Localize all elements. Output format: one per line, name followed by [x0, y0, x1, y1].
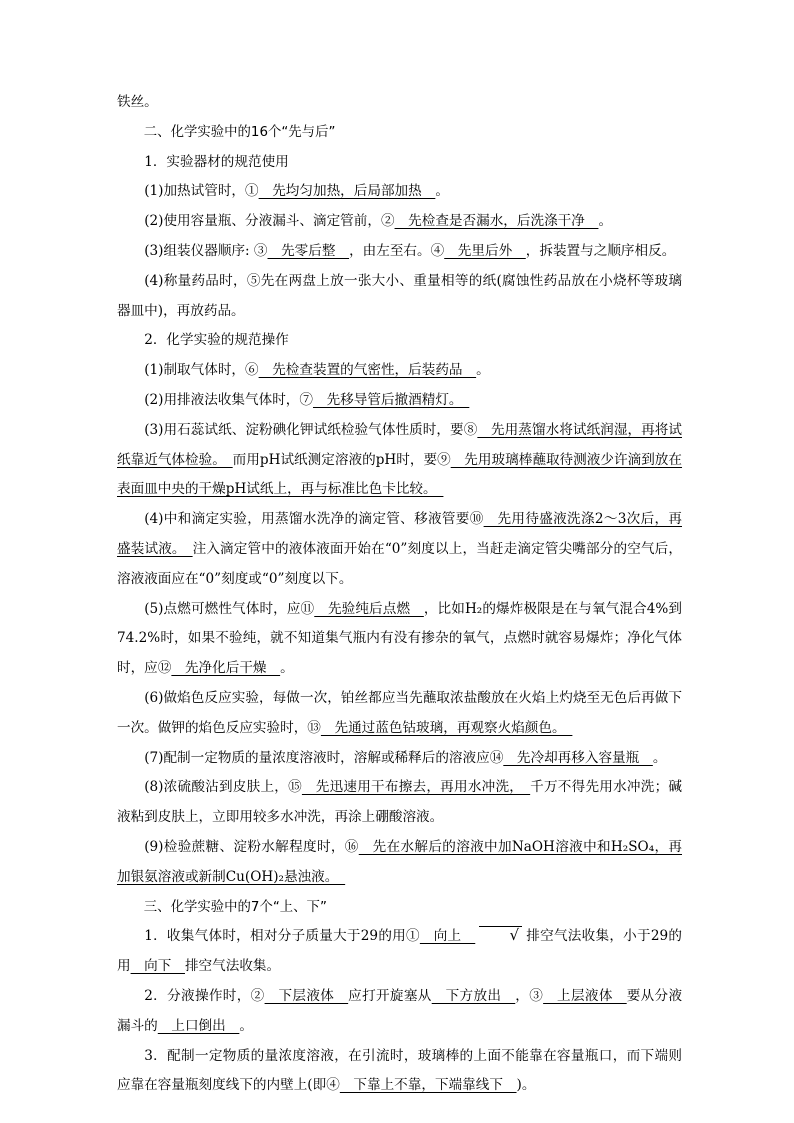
op-7	[117, 744, 682, 774]
item-2	[117, 207, 682, 237]
text: (4)中和滴定实验，用蒸馏水洗净的滴定管、移液管要⑩	[144, 511, 484, 528]
answer: 先零后整	[267, 242, 350, 259]
text: 应打开旋塞从	[348, 987, 432, 1004]
section-heading	[117, 118, 682, 148]
text: 排空气法收集，小于29的用	[117, 928, 683, 975]
heading-text: 2．化学实验的规范操作	[144, 332, 289, 349]
op-5	[117, 595, 682, 684]
answer: 下方放出	[431, 987, 516, 1004]
item-1	[117, 177, 682, 207]
text: 。	[476, 362, 490, 379]
text: (9)检验蔗糖、淀粉水解程度时，⑯	[144, 838, 359, 855]
text: )。	[516, 1077, 536, 1094]
text: (2)使用容量瓶、分液漏斗、滴定管前，②	[144, 213, 395, 230]
text-line	[117, 88, 682, 118]
text: (4)称量药品时，⑤先在两盘上放一张大小、重量相等的纸(腐蚀性药品放在小烧杯等玻璃器皿中)，再放药品。	[117, 272, 682, 319]
answer: 先通过蓝色钴玻璃，再观察火焰颜色。	[320, 719, 573, 736]
item-4	[117, 267, 682, 327]
text: 。	[239, 1017, 253, 1034]
updown-1	[117, 922, 682, 982]
heading-text: 1．实验器材的规范使用	[144, 153, 289, 170]
text: (3)用石蕊试纸、淀粉碘化钾试纸检验气体性质时，要⑧	[144, 421, 478, 438]
answer: 下层液体	[264, 987, 349, 1004]
answer: 上口倒出	[157, 1017, 240, 1034]
heading-text: 二、化学实验中的16个“先与后”	[143, 124, 336, 140]
text: ，拆装置与之顺序相反。	[525, 242, 676, 259]
heading-text: 三、化学实验中的7个“上、下”	[143, 899, 327, 915]
answer: 先冷却再移入容量瓶	[503, 749, 653, 766]
answer: 下靠上不靠，下端靠线下	[339, 1077, 517, 1094]
answer: 先迅速用干布擦去，再用水冲洗，	[301, 779, 531, 796]
op-3	[117, 416, 682, 505]
answer: 先均匀加热，后局部加热	[258, 183, 436, 200]
text: 要从分液漏斗的	[117, 987, 683, 1034]
op-4	[117, 505, 682, 594]
op-2	[117, 386, 682, 416]
answer: 向下	[130, 958, 185, 975]
text: (8)浓硫酸沾到皮肤上，⑮	[144, 779, 302, 796]
op-8	[117, 773, 682, 833]
text: (7)配制一定物质的量浓度溶液时，溶解或稀释后的溶液应⑭	[144, 749, 504, 766]
text: 排空气法收集。	[184, 958, 281, 975]
updown-3	[117, 1042, 682, 1102]
text: 2．分液操作时，②	[144, 987, 265, 1004]
answer: 先用玻璃棒蘸取待测液少许滴到放在表面皿中央的干燥pH试纸上，再与标准比色卡比较。	[117, 451, 683, 498]
text: (1)制取气体时，⑥	[144, 362, 259, 379]
text: 。	[280, 660, 294, 677]
document-page	[117, 88, 682, 1101]
text: 注入滴定管中的液体液面开始在“0”刻度以上，当赶走滴定管尖嘴部分的空气后，溶液液面应在“0”刻度或“0”刻度以下。	[117, 540, 683, 587]
answer: 先净化后干燥	[171, 660, 281, 677]
answer: 先用待盛液洗涤2～3次后，再盛装试液。	[117, 511, 682, 557]
text: 。	[598, 213, 613, 230]
item-3	[117, 237, 682, 267]
text: 铁丝。	[117, 94, 158, 110]
answer: 先检查是否漏水，后洗涤干净	[394, 213, 599, 230]
op-1	[117, 356, 682, 386]
text: (1)加热试管时，①	[144, 183, 259, 200]
check-mark-icon: √	[479, 926, 522, 943]
text: (3)组装仪器顺序: ③	[144, 242, 268, 259]
answer: 先检查装置的气密性，后装药品	[258, 362, 477, 379]
op-9	[117, 833, 682, 893]
text: 。	[652, 749, 667, 766]
text: ，③	[515, 987, 544, 1004]
answer: 先里后外	[444, 242, 526, 259]
text: (5)点燃可燃性气体时，应⑪	[144, 600, 315, 617]
text: 。	[435, 183, 449, 200]
answer: 上层液体	[543, 987, 627, 1004]
subsection-heading	[117, 148, 682, 178]
text: ，比如H₂的爆炸极限是在与氧气混合4%到74.2%时，如果不验纯，就不知道集气瓶内有没有掺杂的氧气，点燃时就容易爆炸；净化气体时，应⑫	[117, 600, 682, 677]
text: (2)用排液法收集气体时，⑦	[144, 391, 313, 408]
text: (6)做焰色反应实验，每做一次，铂丝都应当先蘸取浓盐酸放在火焰上灼烧至无色后再做下一次。做钾的焰色反应实验时，⑬	[117, 689, 682, 736]
op-6	[117, 684, 682, 744]
subsection-heading	[117, 326, 682, 356]
answer: 先验纯后点燃	[314, 600, 424, 617]
text: 3．配制一定物质的量浓度溶液，在引流时，玻璃棒的上面不能靠在容量瓶口，而下端则应靠在容量瓶刻度线下的内壁上(即④	[117, 1047, 682, 1094]
answer: 向上	[419, 928, 476, 945]
text: ，由左至右。④	[349, 242, 445, 259]
text: 1．收集气体时，相对分子质量大于29的用①	[144, 928, 420, 945]
text: 而用pH试纸测定溶液的pH时，要⑨	[232, 451, 451, 468]
answer: 先移导管后撤酒精灯。	[312, 391, 470, 408]
text: 千万不得先用水冲洗；碱液粘到皮肤上，立即用较多水冲洗，再涂上硼酸溶液。	[117, 779, 682, 826]
answer: 先在水解后的溶液中加NaOH溶液中和H₂SO₄，再加银氨溶液或新制Cu(OH)₂悬浊液。	[117, 838, 682, 885]
updown-2	[117, 982, 682, 1042]
answer: 先用蒸馏水将试纸润湿，再将试纸靠近气体检验。	[117, 421, 682, 468]
section-heading	[117, 893, 682, 923]
